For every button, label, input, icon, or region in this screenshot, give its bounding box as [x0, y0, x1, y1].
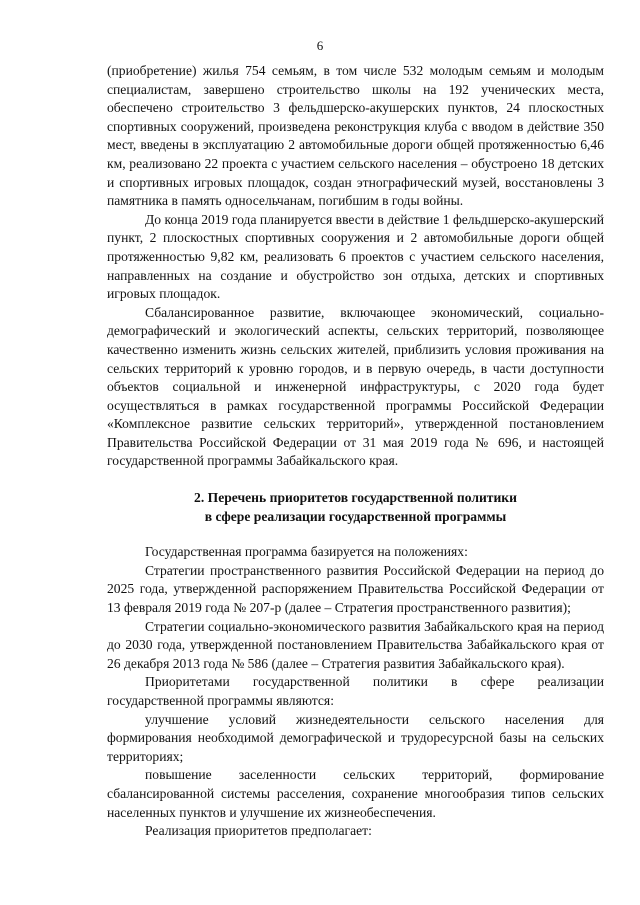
paragraph: Стратегии пространственного развития Российской Федерации на период до 2025 года, утвержденной распоряжением Правительства Российской Федерации от 13 февраля 2019 года № 207-р (далее – Стратегия пространственного развития);	[107, 562, 604, 616]
document-body	[107, 62, 604, 841]
paragraph: Приоритетами государственной политики в сфере реализации государственной программы являются:	[107, 674, 604, 708]
paragraph: До конца 2019 года планируется ввести в действие 1 фельдшерско-акушерский пункт, 2 плоскостных спортивных сооружения и 2 автомобильные дороги общей протяженностью 9,82 км, реализовать 6 проектов с участием сельского населения, направленных на создание и обустройство зон отдыха, детских и спортивных игровых площадок.	[107, 211, 604, 302]
section-heading-line: 2. Перечень приоритетов государственной политики	[194, 490, 517, 506]
paragraph: Государственная программа базируется на положениях:	[145, 544, 468, 560]
paragraph: Реализация приоритетов предполагает:	[145, 823, 372, 839]
section-heading	[107, 489, 604, 526]
section-heading-line: в сфере реализации государственной программы	[204, 508, 507, 524]
paragraph: Сбалансированное развитие, включающее экономический, социально-демографический и экологический аспекты, сельских территорий, позволяющее качественно изменить жизнь сельских жителей, приблизить условия проживания на сельских территорий к уровню городов, и в первую очередь, в части доступности объектов социальной и инженерной инфраструктуры, с 2020 года будет осуществляться в рамках государственной программы Российской Федерации «Комплексное развитие сельских территорий», утвержденной постановлением Правительства Российской Федерации от 31 мая 2019 года № 696, и настоящей государственной программы Забайкальского края.	[107, 304, 604, 469]
paragraph: (приобретение) жилья 754 семьям, в том числе 532 молодым семьям и молодым специалистам, завершено строительство школы на 192 ученических места, обеспечено строительство 3 фельдшерско-акушерских пунктов, 24 плоскостных спортивных сооружений, произведена реконструкция клуба с вводом в действие 350 мест, введены в эксплуатацию 2 автомобильные дороги общей протяженностью 6,46 км, реализовано 22 проекта с участием сельского населения – обустроено 18 детских и спортивных игровых площадок, создан этнографический музей, восстановлены 3 памятника в память односельчанам, погибшим в годы войны.	[107, 63, 604, 209]
paragraph: улучшение условий жизнедеятельности сельского населения для формирования необходимой демографической и трудоресурсной базы на сельских территориях;	[107, 711, 604, 764]
paragraph: повышение заселенности сельских территорий, формирование сбалансированной системы расселения, сохранение многообразия типов сельских населенных пунктов и улучшение их жизнеобеспечения.	[107, 767, 604, 820]
paragraph: Стратегии социально-экономического развития Забайкальского края на период до 2030 года, утвержденной постановлением Правительства Забайкальского края от 26 декабря 2013 года № 586 (далее – Стратегия развития Забайкальского края).	[107, 618, 604, 671]
page-number: 6	[316, 38, 324, 53]
